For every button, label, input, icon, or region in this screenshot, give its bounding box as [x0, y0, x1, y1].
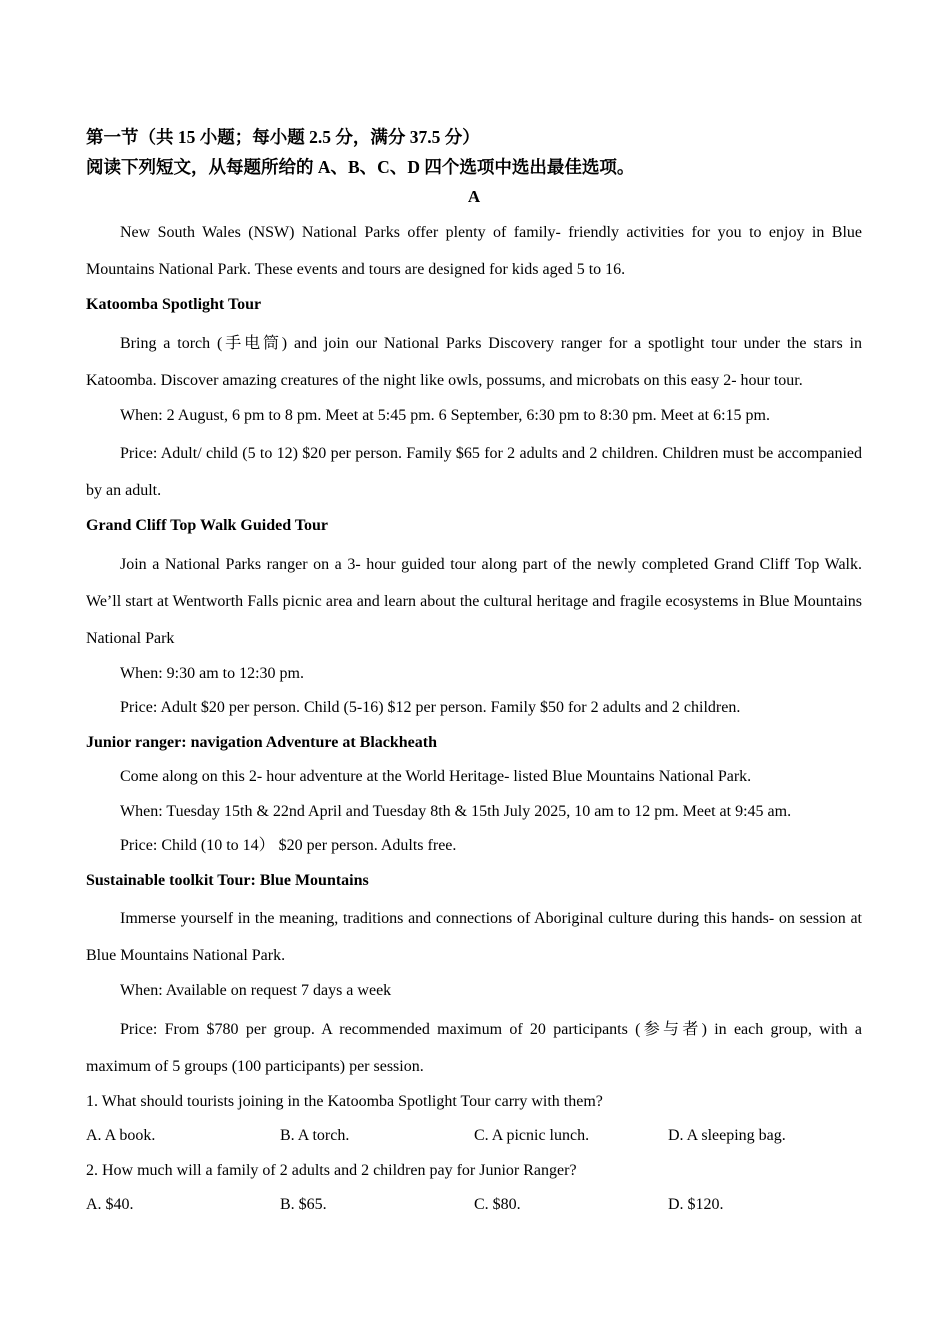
tour-title: Sustainable toolkit Tour: Blue Mountains	[86, 871, 369, 889]
tour-katoomba-spotlight	[86, 288, 862, 509]
intro-paragraph: New South Wales (NSW) National Parks offer plenty of family- friendly activities for you to enjoy in Blue Mountains National Park. These events and tours are designed for kids aged 5 to 16.	[86, 224, 862, 278]
tour-price: Price: From $780 per group. A recommended maximum of 20 participants (参与者) in each group, with a maximum of 5 groups (100 participants) per session.	[86, 1020, 862, 1075]
option-c: C. $80.	[474, 1196, 521, 1213]
section-header: 第一节（共 15 小题；每小题 2.5 分，满分 37.5 分）	[86, 127, 480, 147]
instructions: 阅读下列短文，从每题所给的 A、B、C、D 四个选项中选出最佳选项。	[86, 157, 635, 177]
option-b: B. A torch.	[280, 1127, 350, 1144]
tour-description: Come along on this 2- hour adventure at the World Heritage- listed Blue Mountains National Park.	[120, 768, 752, 785]
tour-price: Price: Adult $20 per person. Child (5-16) $12 per person. Family $50 for 2 adults and 2 children.	[120, 699, 741, 716]
answer-options	[86, 1119, 862, 1154]
answer-options	[86, 1188, 862, 1223]
tour-when: When: Available on request 7 days a week	[120, 982, 392, 999]
tour-title: Katoomba Spotlight Tour	[86, 296, 262, 313]
tour-price: Price: Child (10 to 14） $20 per person. Adults free.	[120, 837, 457, 854]
tour-title: Grand Cliff Top Walk Guided Tour	[86, 517, 329, 534]
tour-title: Junior ranger: navigation Adventure at Blackheath	[86, 733, 437, 751]
tour-when: When: 2 August, 6 pm to 8 pm. Meet at 5:45 pm. 6 September, 6:30 pm to 8:30 pm. Meet at 6:15 pm.	[120, 406, 770, 424]
question-1	[86, 1085, 862, 1154]
tour-description: Immerse yourself in the meaning, traditions and connections of Aboriginal culture during this hands- on session at Blue Mountains National Park.	[86, 910, 862, 964]
passage-letter: A	[467, 187, 481, 206]
tour-when: When: 9:30 am to 12:30 pm.	[120, 664, 304, 682]
tour-grand-cliff-top-walk	[86, 509, 862, 726]
exam-page	[86, 122, 862, 1223]
option-d: D. A sleeping bag.	[668, 1127, 786, 1144]
tour-junior-ranger	[86, 726, 862, 864]
option-d: D. $120.	[668, 1196, 724, 1213]
option-a: A. $40.	[86, 1196, 134, 1213]
tour-description: Join a National Parks ranger on a 3- hour guided tour along part of the newly completed Grand Cliff Top Walk. We’ll start at Wentworth Falls picnic area and learn about the cultural heritage and fragile ecosystems in Blue Mountains National Park	[86, 555, 862, 647]
question-text: 2. How much will a family of 2 adults and 2 children pay for Junior Ranger?	[86, 1161, 577, 1179]
tour-description: Bring a torch (手电筒) and join our National Parks Discovery ranger for a spotlight tour under the stars in Katoomba. Discover amazing creatures of the night like owls, possums, and microbats on this easy 2- hour tour.	[86, 334, 862, 389]
tour-price: Price: Adult/ child (5 to 12) $20 per person. Family $65 for 2 adults and 2 children. Children must be accompanied by an adult.	[86, 445, 862, 499]
question-2	[86, 1154, 862, 1223]
question-text: 1. What should tourists joining in the Katoomba Spotlight Tour carry with them?	[86, 1092, 603, 1110]
option-c: C. A picnic lunch.	[474, 1127, 590, 1144]
tour-when: When: Tuesday 15th & 22nd April and Tuesday 8th & 15th July 2025, 10 am to 12 pm. Meet at 9:45 am.	[120, 802, 792, 820]
tour-sustainable-toolkit	[86, 864, 862, 1085]
option-b: B. $65.	[280, 1196, 327, 1213]
option-a: A. A book.	[86, 1127, 156, 1144]
